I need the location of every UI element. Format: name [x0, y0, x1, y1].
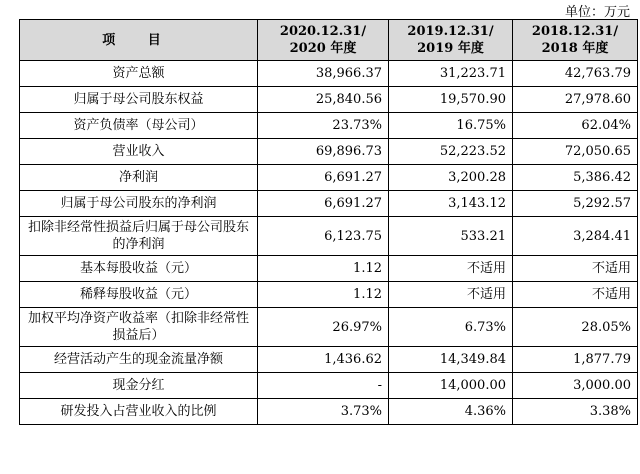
table-row [20, 217, 638, 256]
cell-2018: 27,978.60 [513, 87, 638, 113]
header-col-2018-line2: 2018 年度 [541, 41, 609, 56]
cell-2018: 不适用 [513, 282, 638, 308]
row-label: 扣除非经常性损益后归属于母公司股东的净利润 [20, 217, 258, 256]
table-row [20, 87, 638, 113]
header-col-2020-line1: 2020.12.31/ [279, 24, 367, 39]
header-col-2019 [389, 20, 513, 61]
table-row [20, 282, 638, 308]
row-label: 归属于母公司股东权益 [20, 87, 258, 113]
table-row [20, 373, 638, 399]
row-label: 资产负债率（母公司） [20, 113, 258, 139]
table-row [20, 347, 638, 373]
row-label: 稀释每股收益（元） [20, 282, 258, 308]
row-label: 净利润 [20, 165, 258, 191]
cell-2018: 42,763.79 [513, 61, 638, 87]
cell-2019: 16.75% [389, 113, 513, 139]
cell-2019: 52,223.52 [389, 139, 513, 165]
cell-2018: 3,284.41 [513, 217, 638, 256]
header-item: 项 目 [20, 20, 258, 61]
cell-2019: 6.73% [389, 308, 513, 347]
cell-2019: 4.36% [389, 399, 513, 425]
table-row [20, 61, 638, 87]
cell-2020: 26.97% [258, 308, 389, 347]
row-label: 基本每股收益（元） [20, 256, 258, 282]
cell-2020: 38,966.37 [258, 61, 389, 87]
cell-2020: 69,896.73 [258, 139, 389, 165]
cell-2018: 3,000.00 [513, 373, 638, 399]
cell-2018: 28.05% [513, 308, 638, 347]
cell-2018: 62.04% [513, 113, 638, 139]
cell-2020: 6,691.27 [258, 165, 389, 191]
table-row [20, 191, 638, 217]
header-col-2020-line2: 2020 年度 [289, 41, 357, 56]
cell-2019: 533.21 [389, 217, 513, 256]
header-col-2018 [513, 20, 638, 61]
cell-2018: 5,292.57 [513, 191, 638, 217]
header-col-2019-line1: 2019.12.31/ [407, 24, 494, 39]
cell-2018: 3.38% [513, 399, 638, 425]
cell-2020: 3.73% [258, 399, 389, 425]
table-row [20, 139, 638, 165]
cell-2018: 72,050.65 [513, 139, 638, 165]
cell-2018: 不适用 [513, 256, 638, 282]
cell-2020: 23.73% [258, 113, 389, 139]
row-label: 现金分红 [20, 373, 258, 399]
cell-2019: 14,000.00 [389, 373, 513, 399]
cell-2019: 不适用 [389, 256, 513, 282]
header-col-2018-line1: 2018.12.31/ [531, 24, 619, 39]
cell-2019: 14,349.84 [389, 347, 513, 373]
cell-2019: 19,570.90 [389, 87, 513, 113]
row-label: 资产总额 [20, 61, 258, 87]
cell-2020: 1.12 [258, 282, 389, 308]
row-label: 归属于母公司股东的净利润 [20, 191, 258, 217]
header-col-2020 [258, 20, 389, 61]
cell-2018: 5,386.42 [513, 165, 638, 191]
cell-2020: 1.12 [258, 256, 389, 282]
cell-2020: - [258, 373, 389, 399]
cell-2020: 1,436.62 [258, 347, 389, 373]
cell-2018: 1,877.79 [513, 347, 638, 373]
cell-2019: 3,200.28 [389, 165, 513, 191]
cell-2020: 6,691.27 [258, 191, 389, 217]
cell-2019: 不适用 [389, 282, 513, 308]
row-label: 营业收入 [20, 139, 258, 165]
table-row [20, 399, 638, 425]
table-row [20, 165, 638, 191]
financial-summary-table [19, 19, 638, 425]
cell-2019: 31,223.71 [389, 61, 513, 87]
cell-2020: 25,840.56 [258, 87, 389, 113]
cell-2020: 6,123.75 [258, 217, 389, 256]
cell-2019: 3,143.12 [389, 191, 513, 217]
row-label: 经营活动产生的现金流量净额 [20, 347, 258, 373]
row-label: 研发投入占营业收入的比例 [20, 399, 258, 425]
row-label: 加权平均净资产收益率（扣除非经常性损益后） [20, 308, 258, 347]
header-col-2019-line2: 2019 年度 [417, 41, 484, 56]
table-row [20, 256, 638, 282]
table-header-row [20, 20, 638, 61]
table-row [20, 113, 638, 139]
unit-label: 单位：万元 [564, 5, 630, 20]
table-row [20, 308, 638, 347]
